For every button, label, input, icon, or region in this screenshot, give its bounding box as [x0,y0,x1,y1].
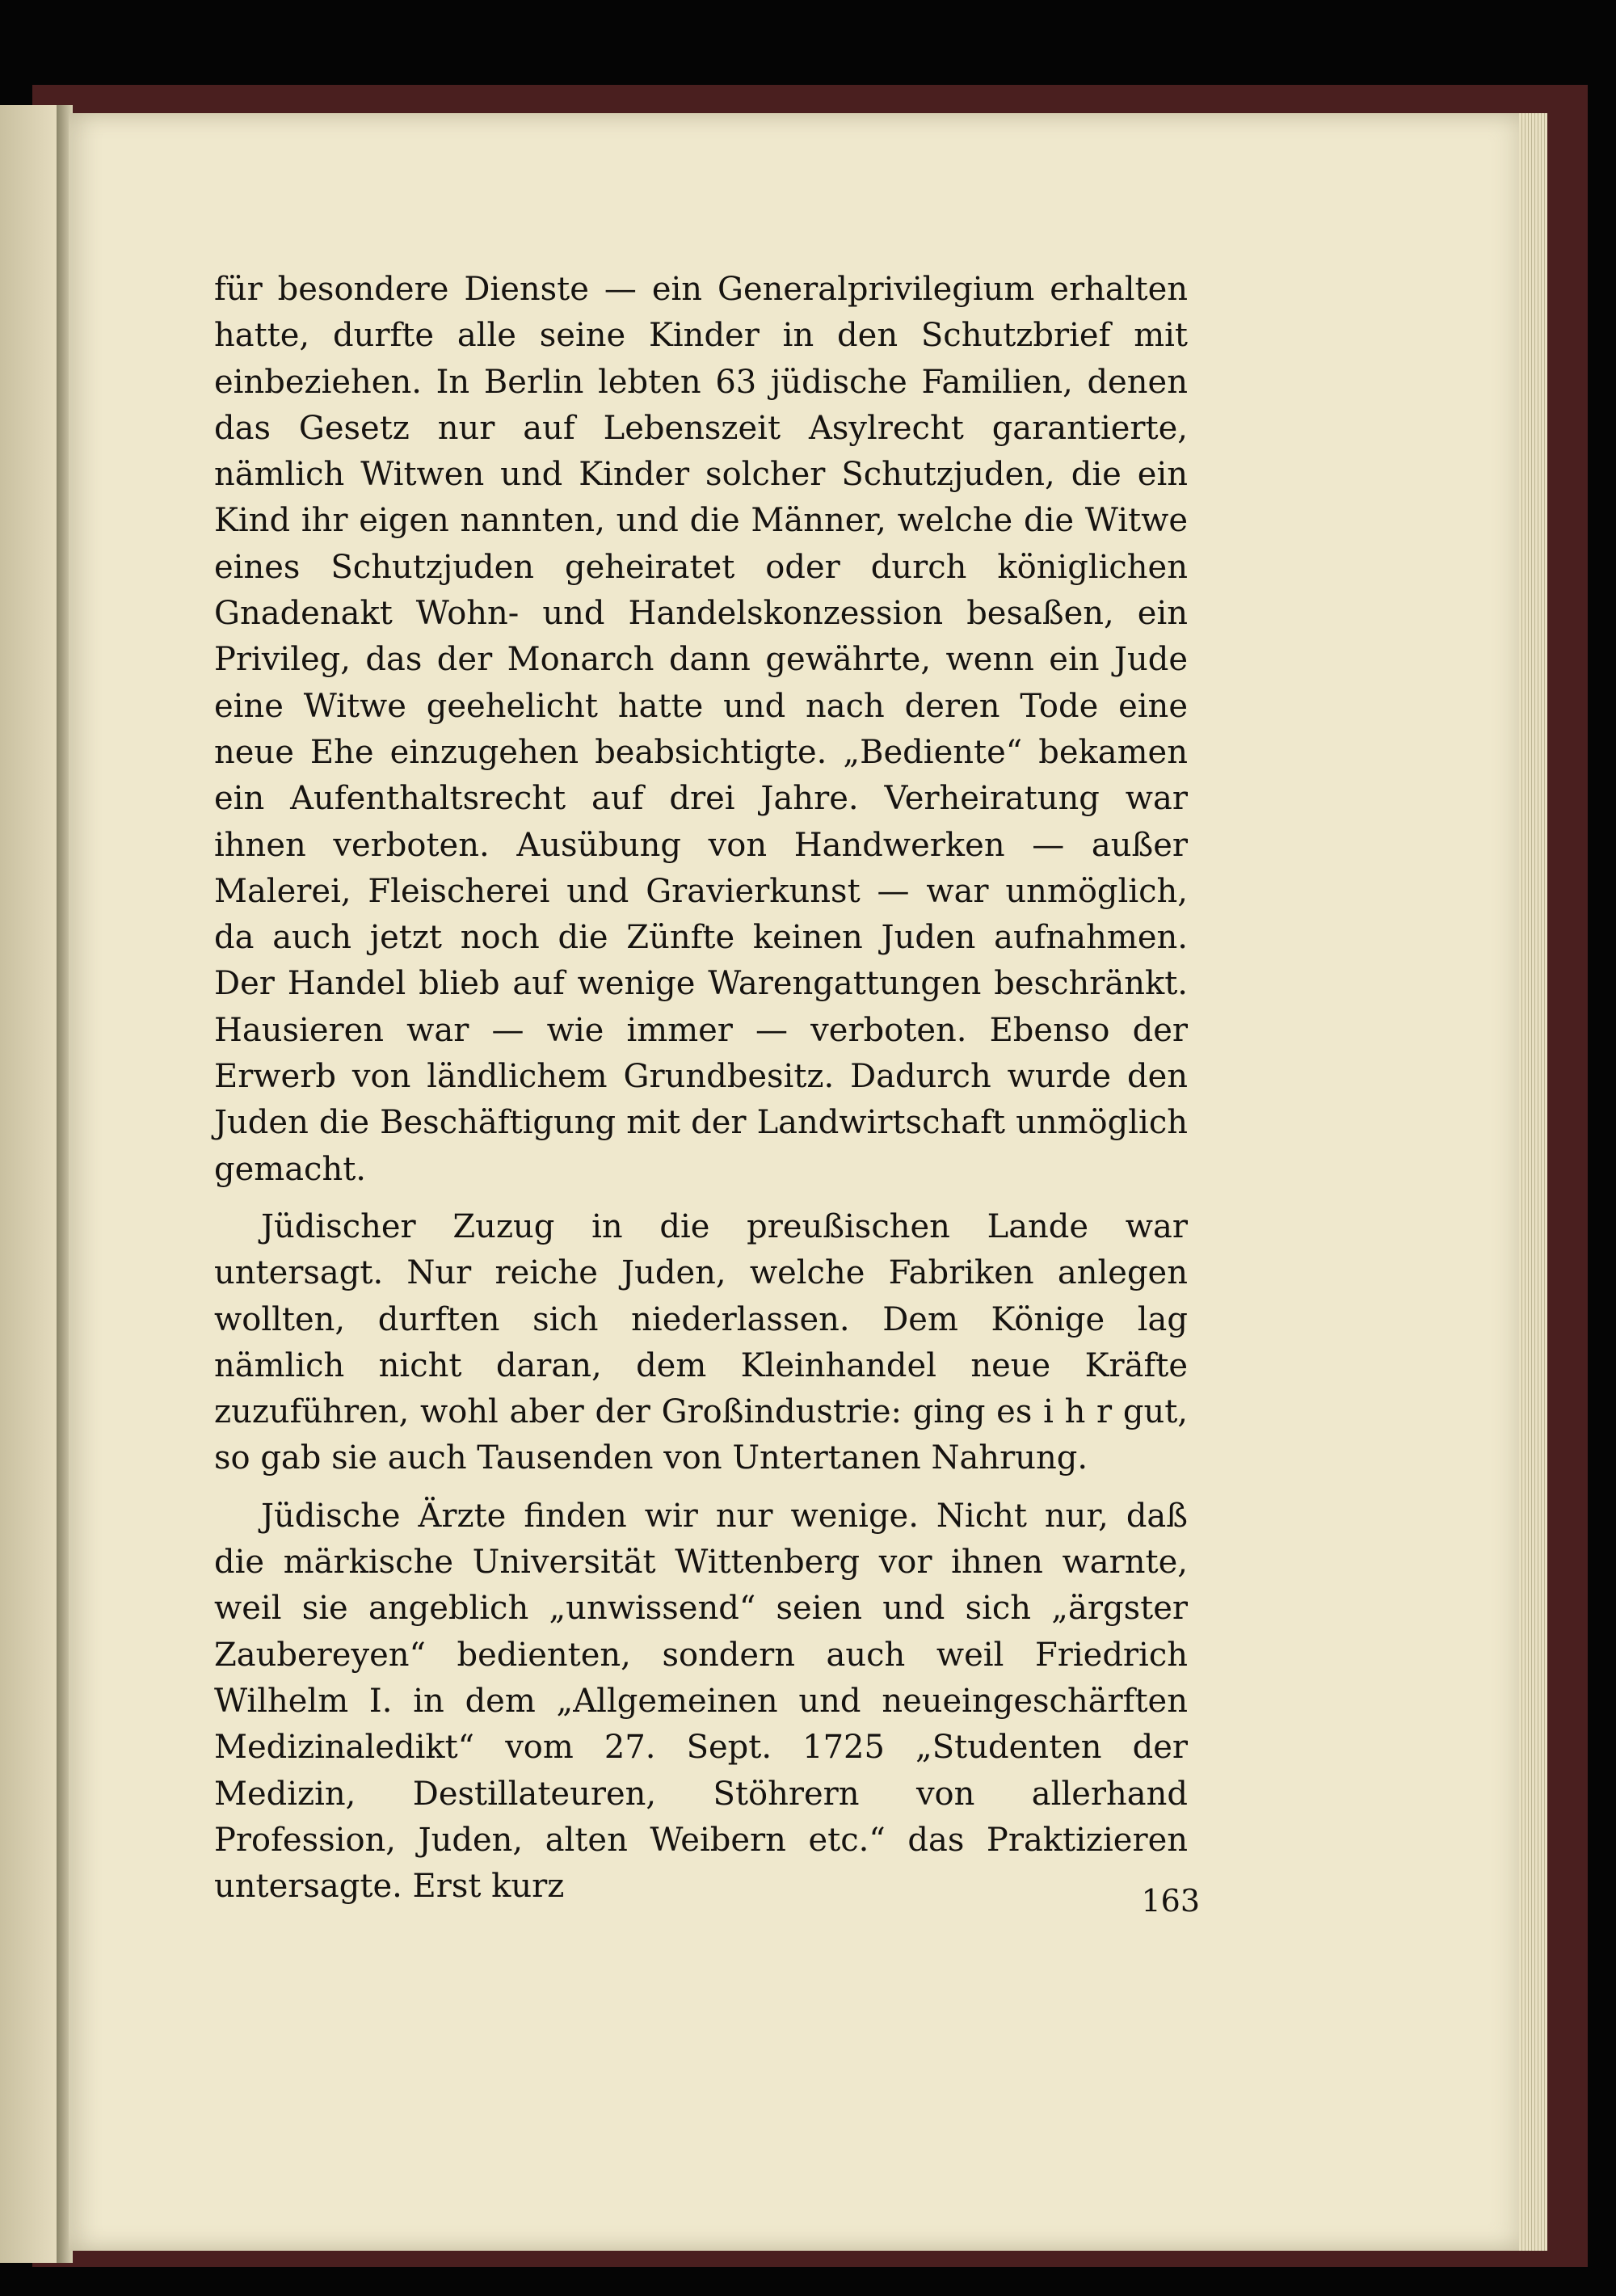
body-text [214,267,1188,1910]
paragraph-3: Jüdische Ärzte finden wir nur wenige. Nicht nur, daß die märkische Universität Wittenberg vor ihnen warnte, weil sie angeblich „unwissend“ seien und sich „ärgster Zaubereyen“ bedienten, sondern auch weil Friedrich Wilhelm I. in dem „Allgemeinen und neueingeschärften Medizinaledikt“ vom 27. Sept. 1725 „Studenten der Medizin, Destillateuren, Stöhrern von allerhand Profession, Juden, alten Weibern etc.“ das Praktizieren untersagte. Erst kurz [214,1497,1188,1906]
page-edges [1519,113,1547,2251]
left-page-sliver [0,105,61,2263]
paragraph-1: für besondere Dienste — ein Generalprivilegium erhalten hatte, durfte alle seine Kinder in den Schutzbrief mit einbeziehen. In Berlin lebten 63 jüdische Familien, denen das Gesetz nur auf Lebenszeit Asylrecht garantierte, nämlich Witwen und Kinder solcher Schutzjuden, die ein Kind ihr eigen nannten, und die Männer, welche die Witwe eines Schutzjuden geheiratet oder durch königlichen Gnadenakt Wohn- und Handelskonzession besaßen, ein Privileg, das der Monarch dann gewährte, wenn ein Jude eine Witwe geehelicht hatte und nach deren Tode eine neue Ehe einzugehen beabsichtigte. „Bediente“ bekamen ein Aufenthaltsrecht auf drei Jahre. Verheiratung war ihnen verboten. Ausübung von Handwerken — außer Malerei, Fleischerei und Gravierkunst — war unmöglich, da auch jetzt noch die Zünfte keinen Juden aufnahmen. Der Handel blieb auf wenige Warengattungen beschränkt. Hausieren war — wie immer — verboten. Ebenso der Erwerb von ländlichem Grundbesitz. Dadurch wurde den Juden die Beschäftigung mit der Landwirtschaft unmöglich gemacht. [214,271,1188,1188]
page-number: 163 [1141,1883,1200,1919]
paragraph-2: Jüdischer Zuzug in die preußischen Lande war untersagt. Nur reiche Juden, welche Fabriken anlegen wollten, durften sich niederlassen. Dem Könige lag nämlich nicht daran, dem Kleinhandel neue Kräfte zuzuführen, wohl aber der Großindustrie: ging es i h r gut, so gab sie auch Tausenden von Untertanen Nahrung. [214,1207,1188,1477]
